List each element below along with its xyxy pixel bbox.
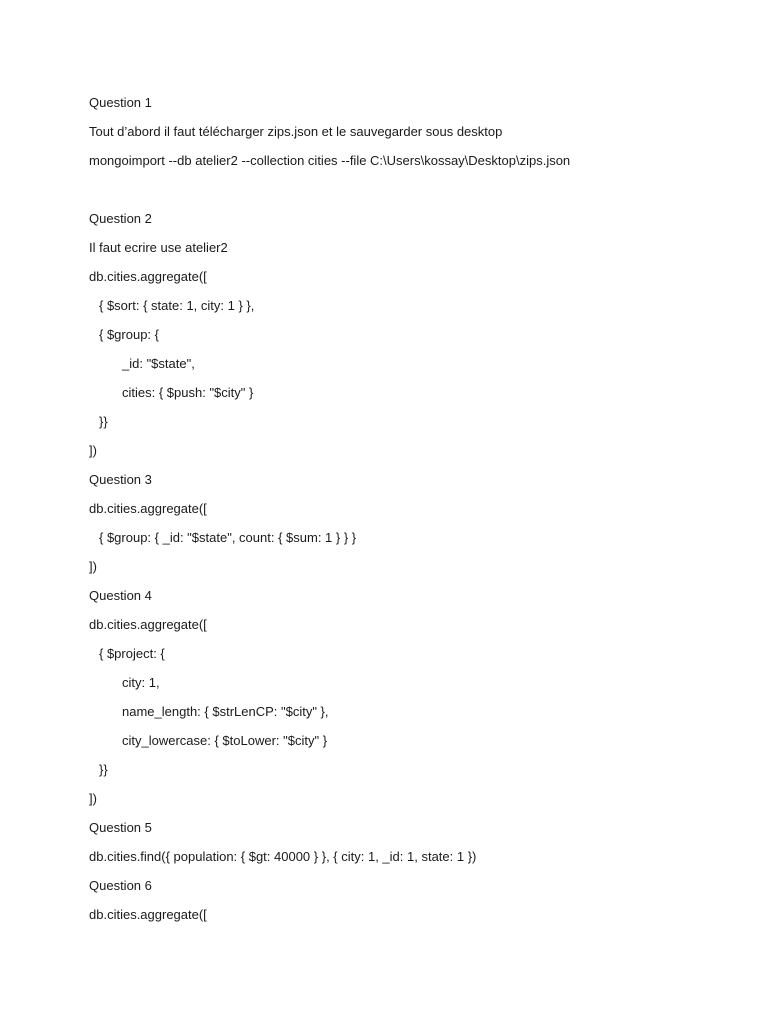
- code-line: { $group: {: [99, 327, 159, 342]
- code-line: ]): [89, 443, 97, 458]
- code-line: }}: [99, 762, 108, 777]
- q2-instruction-text: Il faut ecrire use atelier2: [89, 240, 228, 255]
- code-line: ]): [89, 791, 97, 806]
- code-line: name_length: { $strLenCP: "$city" },: [122, 704, 329, 719]
- question-6-heading: Question 6: [89, 878, 152, 893]
- code-line: db.cities.aggregate([: [89, 269, 207, 284]
- code-line: db.cities.aggregate([: [89, 907, 207, 922]
- code-line: { $sort: { state: 1, city: 1 } },: [99, 298, 255, 313]
- code-line: city_lowercase: { $toLower: "$city" }: [122, 733, 328, 748]
- q1-instruction-text: Tout d’abord il faut télécharger zips.json et le sauvegarder sous desktop: [89, 124, 503, 139]
- code-line: db.cities.aggregate([: [89, 617, 207, 632]
- code-line: ]): [89, 559, 97, 574]
- question-3-heading: Question 3: [89, 472, 152, 487]
- question-2-heading: Question 2: [89, 211, 152, 226]
- code-line: city: 1,: [122, 675, 160, 690]
- blank-line: [89, 175, 729, 204]
- document-body: [89, 88, 729, 929]
- code-line: db.cities.find({ population: { $gt: 40000 } }, { city: 1, _id: 1, state: 1 }): [89, 849, 477, 864]
- code-line: }}: [99, 414, 108, 429]
- code-line: cities: { $push: "$city" }: [122, 385, 254, 400]
- question-1-heading: Question 1: [89, 95, 152, 110]
- code-line: _id: "$state",: [122, 356, 195, 371]
- question-5-heading: Question 5: [89, 820, 152, 835]
- code-line: db.cities.aggregate([: [89, 501, 207, 516]
- q1-mongoimport-command: mongoimport --db atelier2 --collection cities --file C:\Users\kossay\Desktop\zips.json: [89, 153, 571, 168]
- question-4-heading: Question 4: [89, 588, 152, 603]
- code-line: { $project: {: [99, 646, 165, 661]
- code-line: { $group: { _id: "$state", count: { $sum: 1 } } }: [99, 530, 357, 545]
